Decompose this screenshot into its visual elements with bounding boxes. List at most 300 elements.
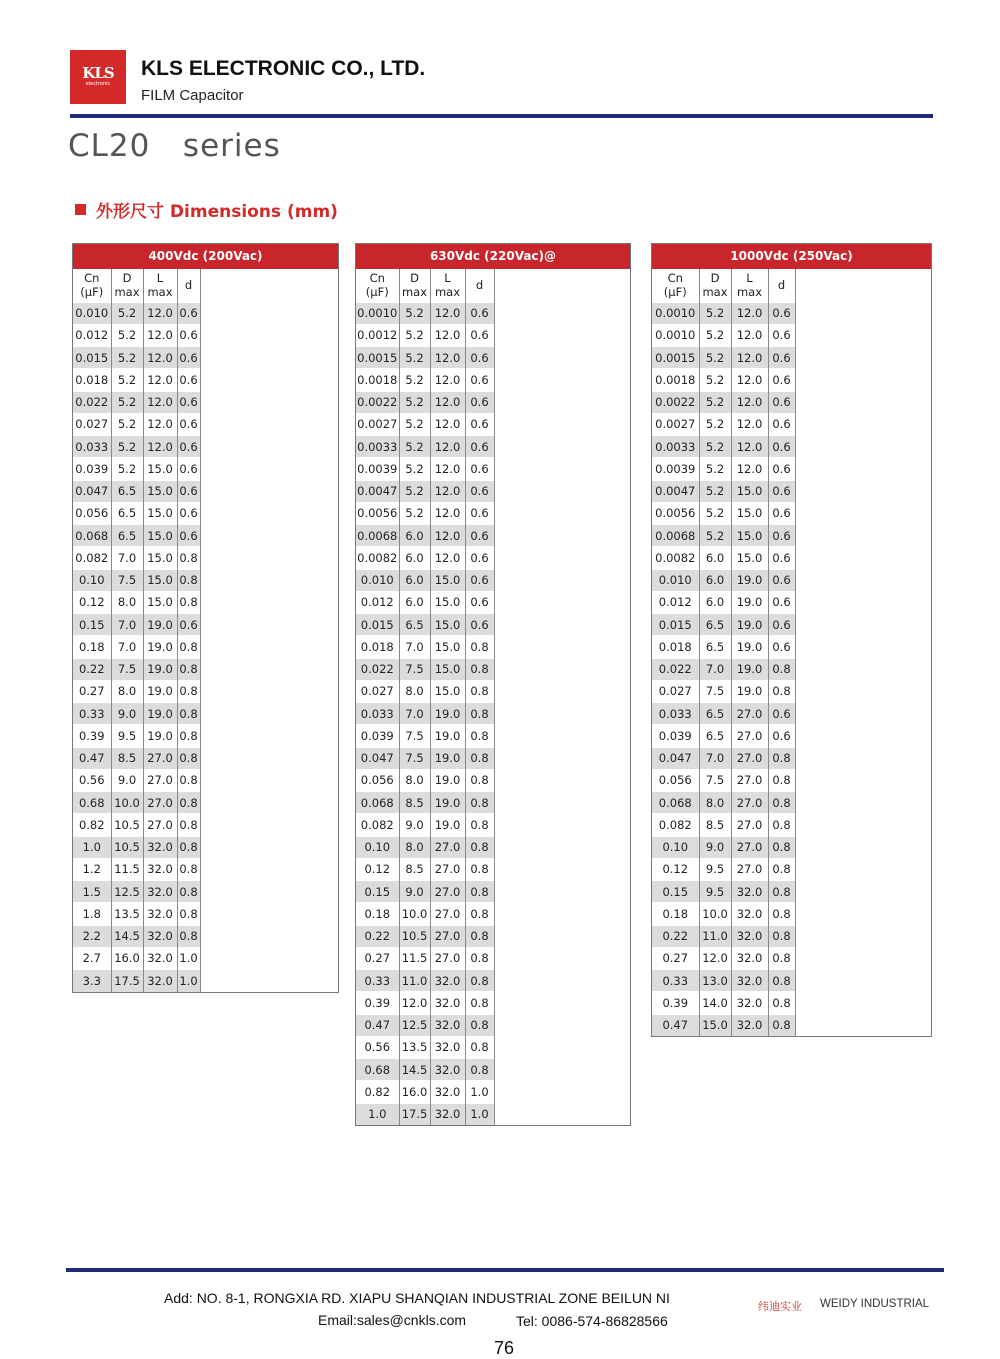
cell-length: 12.0 [731, 391, 768, 413]
table-row [356, 547, 494, 569]
cell-capacitance: 0.022 [356, 658, 399, 680]
table-row [73, 302, 200, 324]
cell-length: 19.0 [731, 636, 768, 658]
cell-lead-diameter: 0.6 [465, 436, 494, 458]
cell-capacitance: 0.68 [356, 1059, 399, 1081]
cell-length: 12.0 [430, 302, 465, 324]
table-630vdc [355, 243, 631, 1126]
cell-length: 27.0 [731, 769, 768, 791]
cell-capacitance: 0.39 [652, 992, 699, 1014]
column-header-row [73, 269, 200, 302]
table-row [73, 680, 200, 702]
cell-diameter: 8.5 [399, 792, 430, 814]
cell-diameter: 7.5 [699, 769, 731, 791]
cell-length: 32.0 [430, 992, 465, 1014]
cell-lead-diameter: 0.8 [465, 792, 494, 814]
cell-diameter: 5.2 [699, 302, 731, 324]
cell-length: 27.0 [430, 947, 465, 969]
cell-length: 32.0 [731, 947, 768, 969]
table-row [356, 347, 494, 369]
cell-diameter: 7.0 [399, 636, 430, 658]
column-header-line2: max [401, 285, 428, 300]
cell-capacitance: 0.010 [652, 569, 699, 591]
dimension-table [652, 269, 796, 1036]
cell-diameter: 14.0 [699, 992, 731, 1014]
cell-capacitance: 0.033 [356, 703, 399, 725]
table-row [356, 947, 494, 969]
cell-length: 12.0 [731, 302, 768, 324]
cell-lead-diameter: 0.6 [768, 569, 795, 591]
cell-diameter: 12.0 [699, 947, 731, 969]
cell-diameter: 6.0 [399, 591, 430, 613]
column-header [430, 269, 465, 302]
table-row [73, 725, 200, 747]
cell-diameter: 9.5 [699, 858, 731, 880]
table-row [356, 992, 494, 1014]
cell-diameter: 11.5 [111, 858, 143, 880]
cell-diameter: 10.0 [399, 903, 430, 925]
column-header [731, 269, 768, 302]
cell-lead-diameter: 0.6 [465, 369, 494, 391]
cell-capacitance: 0.0015 [652, 347, 699, 369]
cell-length: 19.0 [731, 591, 768, 613]
table-row [652, 302, 795, 324]
table-row [73, 881, 200, 903]
table-row [652, 591, 795, 613]
cell-capacitance: 0.022 [73, 391, 111, 413]
company-address: Add: NO. 8-1, RONGXIA RD. XIAPU SHANQIAN INDUSTRIAL ZONE BEILUN NI [164, 1290, 670, 1306]
cell-length: 12.0 [430, 324, 465, 346]
cell-length: 12.0 [143, 436, 177, 458]
cell-capacitance: 0.010 [73, 302, 111, 324]
cell-diameter: 6.0 [399, 525, 430, 547]
cell-diameter: 6.0 [699, 591, 731, 613]
cell-capacitance: 0.082 [652, 814, 699, 836]
cell-lead-diameter: 0.6 [768, 480, 795, 502]
cell-length: 15.0 [430, 636, 465, 658]
cell-diameter: 5.2 [699, 525, 731, 547]
cell-lead-diameter: 0.6 [768, 614, 795, 636]
table-row [652, 369, 795, 391]
cell-lead-diameter: 0.6 [768, 591, 795, 613]
cell-diameter: 5.2 [111, 369, 143, 391]
cell-capacitance: 0.018 [652, 636, 699, 658]
cell-length: 32.0 [430, 1036, 465, 1058]
telephone: Tel: 0086-574-86828566 [516, 1313, 668, 1329]
cell-capacitance: 0.0012 [356, 324, 399, 346]
logo-text: KLS [82, 64, 114, 82]
cell-diameter: 7.5 [699, 680, 731, 702]
column-header [465, 269, 494, 302]
section-title: 外形尺寸 Dimensions (mm) [96, 202, 338, 222]
cell-diameter: 6.0 [699, 569, 731, 591]
cell-capacitance: 0.47 [652, 1014, 699, 1036]
table-row [73, 614, 200, 636]
cell-diameter: 11.0 [699, 925, 731, 947]
cell-lead-diameter: 0.6 [465, 391, 494, 413]
table-row [356, 525, 494, 547]
cell-lead-diameter: 0.8 [768, 792, 795, 814]
table-row [73, 458, 200, 480]
cell-length: 15.0 [143, 502, 177, 524]
cell-length: 15.0 [731, 502, 768, 524]
cell-lead-diameter: 0.6 [768, 436, 795, 458]
cell-length: 32.0 [430, 1103, 465, 1125]
table-row [652, 614, 795, 636]
cell-capacitance: 0.10 [356, 836, 399, 858]
cell-diameter: 5.2 [111, 324, 143, 346]
cell-length: 12.0 [731, 324, 768, 346]
column-header-line2: max [114, 285, 140, 300]
table-title: 400Vdc (200Vac) [73, 244, 338, 269]
table-row [73, 436, 200, 458]
table-row [356, 413, 494, 435]
cell-length: 32.0 [731, 1014, 768, 1036]
column-header-line2: max [434, 285, 461, 300]
table-row [652, 502, 795, 524]
cell-capacitance: 0.47 [73, 747, 111, 769]
cell-lead-diameter: 0.8 [768, 992, 795, 1014]
cell-capacitance: 0.0033 [356, 436, 399, 458]
cell-capacitance: 0.82 [356, 1081, 399, 1103]
cell-lead-diameter: 0.6 [768, 391, 795, 413]
column-header [177, 269, 200, 302]
cell-lead-diameter: 0.8 [768, 858, 795, 880]
table-row [73, 814, 200, 836]
cell-capacitance: 0.0027 [652, 413, 699, 435]
cell-lead-diameter: 0.6 [465, 591, 494, 613]
cell-lead-diameter: 0.8 [768, 814, 795, 836]
cell-capacitance: 0.0082 [356, 547, 399, 569]
cell-capacitance: 0.082 [73, 547, 111, 569]
cell-diameter: 5.2 [699, 324, 731, 346]
cell-lead-diameter: 1.0 [177, 970, 200, 992]
table-1000vdc [651, 243, 932, 1037]
cell-capacitance: 0.033 [652, 703, 699, 725]
page-number: 76 [494, 1338, 515, 1358]
cell-lead-diameter: 0.8 [768, 1014, 795, 1036]
column-header-line2: max [147, 285, 173, 300]
cell-diameter: 6.5 [699, 636, 731, 658]
column-header-line1: L [746, 271, 753, 286]
cell-length: 27.0 [430, 836, 465, 858]
cell-length: 15.0 [143, 591, 177, 613]
cell-diameter: 6.0 [399, 547, 430, 569]
table-row [356, 569, 494, 591]
table-row [73, 703, 200, 725]
cell-length: 27.0 [143, 769, 177, 791]
cell-diameter: 6.5 [699, 725, 731, 747]
cell-lead-diameter: 0.8 [768, 881, 795, 903]
cell-capacitance: 0.12 [652, 858, 699, 880]
cell-lead-diameter: 0.8 [768, 836, 795, 858]
cell-capacitance: 0.010 [356, 569, 399, 591]
cell-capacitance: 0.22 [356, 925, 399, 947]
table-title: 1000Vdc (250Vac) [652, 244, 931, 269]
table-row [652, 992, 795, 1014]
table-row [356, 836, 494, 858]
cell-lead-diameter: 0.6 [177, 347, 200, 369]
square-bullet-icon [75, 204, 86, 215]
table-row [73, 747, 200, 769]
cell-lead-diameter: 0.6 [465, 347, 494, 369]
cell-capacitance: 0.012 [73, 324, 111, 346]
cell-length: 19.0 [143, 725, 177, 747]
column-header [768, 269, 795, 302]
cell-lead-diameter: 0.6 [768, 369, 795, 391]
cell-lead-diameter: 1.0 [465, 1081, 494, 1103]
cell-lead-diameter: 0.6 [465, 525, 494, 547]
table-row [73, 792, 200, 814]
table-row [356, 925, 494, 947]
table-row [356, 636, 494, 658]
cell-diameter: 17.5 [111, 970, 143, 992]
cell-diameter: 8.5 [111, 747, 143, 769]
table-row [356, 970, 494, 992]
cell-lead-diameter: 0.8 [177, 703, 200, 725]
cell-capacitance: 0.0068 [652, 525, 699, 547]
column-header-line1: D [410, 271, 419, 286]
column-header-line2: (μF) [365, 285, 389, 300]
cell-capacitance: 0.0018 [356, 369, 399, 391]
cell-capacitance: 0.0082 [652, 547, 699, 569]
cell-length: 12.0 [731, 413, 768, 435]
cell-length: 19.0 [430, 747, 465, 769]
table-row [73, 547, 200, 569]
cell-length: 27.0 [143, 814, 177, 836]
cell-diameter: 7.5 [111, 569, 143, 591]
table-row [652, 881, 795, 903]
cell-length: 27.0 [731, 858, 768, 880]
column-header-line1: L [156, 271, 164, 286]
cell-diameter: 5.2 [699, 480, 731, 502]
cell-length: 15.0 [430, 680, 465, 702]
cell-lead-diameter: 0.8 [768, 970, 795, 992]
cell-lead-diameter: 0.8 [465, 903, 494, 925]
cell-diameter: 5.2 [399, 458, 430, 480]
cell-diameter: 6.5 [111, 525, 143, 547]
cell-length: 19.0 [430, 769, 465, 791]
cell-capacitance: 0.047 [356, 747, 399, 769]
table-row [356, 480, 494, 502]
cell-length: 32.0 [731, 881, 768, 903]
table-row [356, 658, 494, 680]
cell-lead-diameter: 1.0 [177, 947, 200, 969]
cell-lead-diameter: 0.8 [768, 680, 795, 702]
column-header-line2: (μF) [663, 285, 687, 300]
table-row [356, 680, 494, 702]
cell-capacitance: 0.0022 [356, 391, 399, 413]
table-row [652, 769, 795, 791]
cell-diameter: 8.5 [399, 858, 430, 880]
table-row [652, 636, 795, 658]
cell-capacitance: 0.082 [356, 814, 399, 836]
cell-lead-diameter: 0.8 [177, 836, 200, 858]
cell-length: 32.0 [143, 903, 177, 925]
column-header-line1: Cn [667, 271, 683, 286]
cell-capacitance: 0.47 [356, 1014, 399, 1036]
table-row [652, 814, 795, 836]
cell-length: 12.0 [430, 413, 465, 435]
table-row [356, 458, 494, 480]
cell-diameter: 5.2 [399, 302, 430, 324]
cell-capacitance: 0.0010 [652, 324, 699, 346]
table-row [356, 881, 494, 903]
cell-length: 12.0 [430, 436, 465, 458]
table-row [356, 1059, 494, 1081]
table-row [356, 1014, 494, 1036]
cell-capacitance: 0.027 [356, 680, 399, 702]
cell-diameter: 6.5 [699, 703, 731, 725]
table-row [73, 413, 200, 435]
column-header-line1: L [444, 271, 451, 286]
cell-capacitance: 1.0 [356, 1103, 399, 1125]
cell-diameter: 9.0 [111, 703, 143, 725]
cell-lead-diameter: 0.8 [465, 970, 494, 992]
cell-diameter: 7.0 [399, 703, 430, 725]
cell-length: 19.0 [143, 636, 177, 658]
table-row [652, 747, 795, 769]
cell-length: 27.0 [430, 903, 465, 925]
table-row [73, 970, 200, 992]
cell-lead-diameter: 0.8 [768, 747, 795, 769]
cell-capacitance: 0.27 [652, 947, 699, 969]
column-header [143, 269, 177, 302]
table-row [73, 858, 200, 880]
cell-diameter: 5.2 [399, 436, 430, 458]
column-header-line1: Cn [369, 271, 385, 286]
cell-diameter: 5.2 [111, 302, 143, 324]
column-header-line2: max [702, 285, 728, 300]
cell-lead-diameter: 0.8 [465, 814, 494, 836]
cell-capacitance: 0.015 [356, 614, 399, 636]
cell-lead-diameter: 0.8 [177, 769, 200, 791]
table-row [73, 525, 200, 547]
cell-length: 32.0 [143, 858, 177, 880]
cell-lead-diameter: 0.8 [177, 547, 200, 569]
table-row [652, 947, 795, 969]
cell-lead-diameter: 0.6 [177, 391, 200, 413]
cell-length: 15.0 [430, 591, 465, 613]
table-row [652, 703, 795, 725]
company-name: KLS ELECTRONIC CO., LTD. [141, 57, 426, 80]
table-row [73, 347, 200, 369]
cell-lead-diameter: 0.6 [465, 302, 494, 324]
cell-diameter: 5.2 [111, 391, 143, 413]
cell-lead-diameter: 0.8 [768, 925, 795, 947]
column-header [356, 269, 399, 302]
table-row [356, 703, 494, 725]
cell-capacitance: 0.0027 [356, 413, 399, 435]
cell-diameter: 5.2 [399, 413, 430, 435]
table-row [652, 436, 795, 458]
cell-length: 27.0 [430, 881, 465, 903]
column-header [699, 269, 731, 302]
table-row [356, 1036, 494, 1058]
cell-lead-diameter: 0.8 [177, 747, 200, 769]
column-header [73, 269, 111, 302]
cell-length: 12.0 [143, 391, 177, 413]
column-header-line2: (μF) [80, 285, 104, 300]
cell-length: 19.0 [143, 658, 177, 680]
cell-diameter: 5.2 [111, 458, 143, 480]
cell-lead-diameter: 0.6 [768, 502, 795, 524]
cell-capacitance: 0.039 [652, 725, 699, 747]
table-row [356, 903, 494, 925]
cell-length: 32.0 [143, 881, 177, 903]
cell-diameter: 6.5 [111, 480, 143, 502]
table-row [356, 1081, 494, 1103]
cell-length: 12.0 [143, 347, 177, 369]
cell-length: 27.0 [731, 814, 768, 836]
cell-lead-diameter: 0.6 [177, 324, 200, 346]
cell-diameter: 10.0 [111, 792, 143, 814]
cell-diameter: 9.0 [699, 836, 731, 858]
cell-lead-diameter: 0.8 [465, 1059, 494, 1081]
cell-length: 27.0 [143, 747, 177, 769]
table-row [652, 391, 795, 413]
cell-diameter: 16.0 [399, 1081, 430, 1103]
cell-length: 12.0 [430, 391, 465, 413]
cell-capacitance: 0.022 [652, 658, 699, 680]
column-header [399, 269, 430, 302]
table-row [652, 858, 795, 880]
cell-diameter: 12.5 [399, 1014, 430, 1036]
table-row [73, 391, 200, 413]
cell-capacitance: 0.012 [356, 591, 399, 613]
cell-capacitance: 2.2 [73, 925, 111, 947]
email-address: Email:sales@cnkls.com [318, 1312, 467, 1328]
cell-diameter: 5.2 [699, 502, 731, 524]
column-header-row [652, 269, 795, 302]
cell-capacitance: 0.27 [356, 947, 399, 969]
cell-diameter: 5.2 [699, 413, 731, 435]
cell-length: 32.0 [143, 925, 177, 947]
cell-length: 32.0 [143, 947, 177, 969]
cell-lead-diameter: 0.6 [465, 413, 494, 435]
cell-length: 15.0 [430, 658, 465, 680]
table-row [652, 458, 795, 480]
cell-lead-diameter: 0.6 [768, 458, 795, 480]
cell-lead-diameter: 0.8 [465, 1014, 494, 1036]
cell-capacitance: 0.68 [73, 792, 111, 814]
cell-length: 12.0 [430, 547, 465, 569]
cell-diameter: 5.2 [111, 436, 143, 458]
column-header-line1: Cn [84, 271, 100, 286]
cell-diameter: 11.0 [399, 970, 430, 992]
column-header [652, 269, 699, 302]
cell-capacitance: 0.22 [652, 925, 699, 947]
table-row [73, 925, 200, 947]
cell-diameter: 8.0 [399, 680, 430, 702]
cell-length: 15.0 [143, 569, 177, 591]
cell-lead-diameter: 0.8 [177, 792, 200, 814]
column-header [111, 269, 143, 302]
cell-lead-diameter: 0.6 [177, 458, 200, 480]
column-header-line1: D [710, 271, 720, 286]
cell-capacitance: 0.039 [73, 458, 111, 480]
column-header-line1: d [475, 278, 484, 293]
cell-capacitance: 0.0018 [652, 369, 699, 391]
cell-capacitance: 1.0 [73, 836, 111, 858]
cell-length: 19.0 [430, 792, 465, 814]
cell-lead-diameter: 0.8 [177, 636, 200, 658]
cell-diameter: 7.0 [111, 636, 143, 658]
cell-capacitance: 0.0022 [652, 391, 699, 413]
cell-length: 32.0 [731, 925, 768, 947]
cell-lead-diameter: 0.8 [465, 858, 494, 880]
cell-capacitance: 0.33 [356, 970, 399, 992]
